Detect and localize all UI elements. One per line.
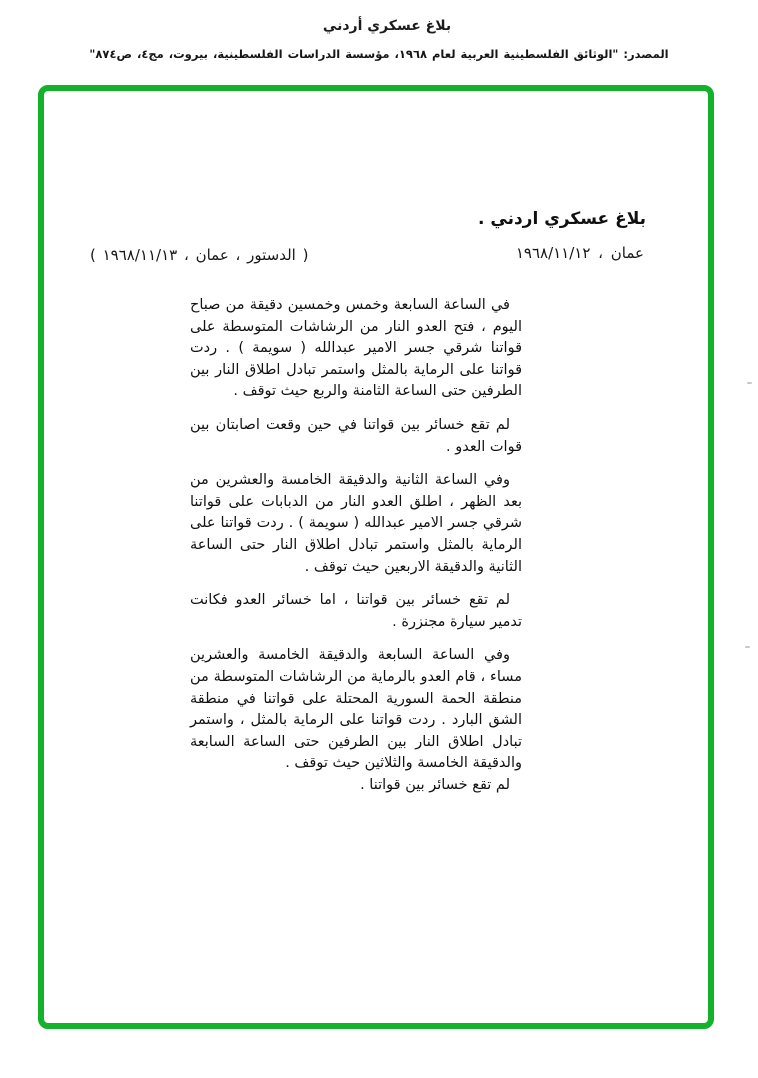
page-title: بلاغ عسكري أردني	[322, 18, 452, 34]
scan-speck	[745, 646, 750, 648]
paragraph: في الساعة السابعة وخمس وخمسين دقيقة من صباح اليوم ، فتح العدو النار من الرشاشات المتوسطة على قواتنا شرقي جسر الامير عبدالله ( سويمة ) . ردت قواتنا على الرماية بالمثل واستمر تبادل اطلاق النار بين الطرفين حتى الساعة الثامنة والربع حيث توقف .	[190, 297, 522, 400]
document-title: بلاغ عسكري اردني .	[478, 209, 646, 229]
paragraph: وفي الساعة السابعة والدقيقة الخامسة والعشرين مساء ، قام العدو بالرماية من الرشاشات المتوسطة من منطقة الحمة السورية المحتلة على قواتنا في منطقة الشق البارد . ردت قواتنا على الرماية بالمثل ، واستمر تبادل اطلاق النار بين الطرفين حتى الساعة السابعة والدقيقة الخامسة والثلاثين حيث توقف .	[190, 647, 522, 772]
document-dateline-amman: عمان ، ١٩٦٨/١١/١٢	[515, 244, 644, 262]
document-source-dateline: ( الدستور ، عمان ، ١٩٦٨/١١/١٣ )	[90, 246, 309, 264]
paragraph: وفي الساعة الثانية والدقيقة الخامسة والعشرين من بعد الظهر ، اطلق العدو النار من الدبابات على قواتنا شرقي جسر الامير عبدالله ( سويمة ) . ردت قواتنا على الرماية بالمثل واستمر تبادل اطلاق النار حتى الساعة الثانية والدقيقة الاربعين حيث توقف .	[190, 472, 522, 575]
document-body	[190, 295, 522, 808]
source-citation: المصدر: "الوثائق الفلسطينية العربية لعام ١٩٦٨، مؤسسة الدراسات الفلسطينية، بيروت، مج٤، ص٨٧٤"	[89, 47, 669, 61]
paragraph: لم تقع خسائر بين قواتنا .	[360, 776, 510, 793]
paragraph: لم تقع خسائر بين قواتنا ، اما خسائر العدو فكانت تدمير سيارة مجنزرة .	[190, 592, 522, 630]
scan-speck	[747, 382, 752, 384]
paragraph: لم تقع خسائر بين قواتنا في حين وقعت اصابتان بين قوات العدو .	[190, 416, 522, 455]
document-frame	[38, 85, 714, 1029]
